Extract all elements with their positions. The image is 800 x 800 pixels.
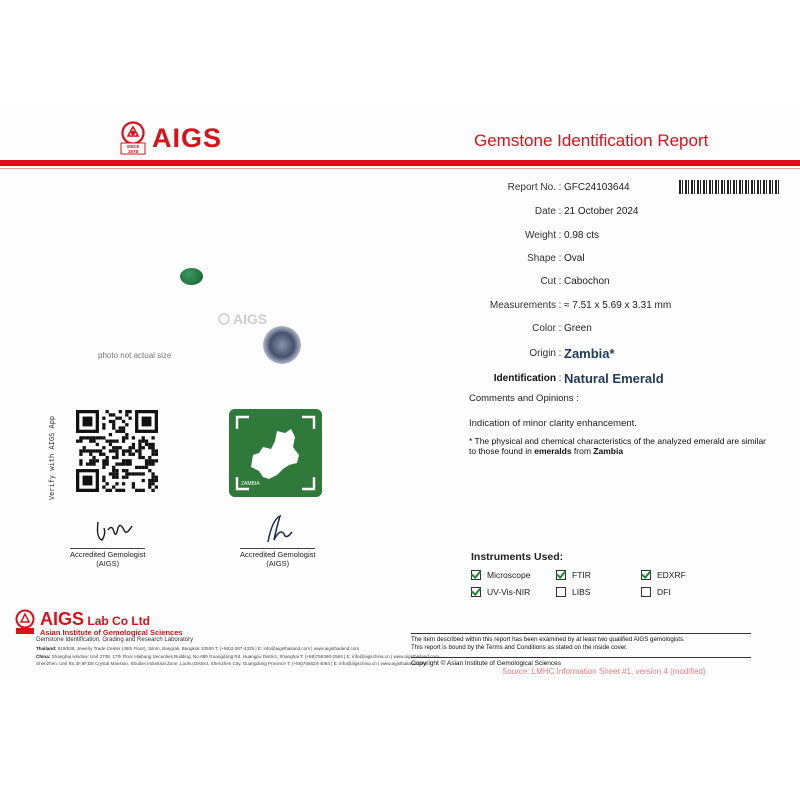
gemologist-1 (70, 548, 145, 568)
field-cut: Cut : Cabochon (440, 274, 780, 288)
field-label: Color (532, 322, 556, 334)
field-label: Measurements (489, 299, 556, 311)
address-country: China: (36, 654, 51, 659)
address-line (36, 646, 359, 651)
instrument-uv-vis-nir (471, 587, 530, 597)
gemologist-title: Accredited Gemologist (70, 550, 146, 559)
disclaimer (411, 633, 751, 652)
comments-title: Comments and Opinions : (469, 393, 579, 404)
field-value: Green (564, 322, 592, 334)
disclaimer-line-1: The item described within this report has been examined by at least two qualified AIGS gemologists. (411, 636, 685, 643)
aigs-logo (120, 121, 222, 155)
lab-name-text: Lab Co Ltd (87, 614, 151, 628)
zambia-map-card (229, 409, 322, 497)
instrument-microscope (471, 570, 530, 580)
lab-description: Gemstone Identification, Grading and Research Laboratory (36, 637, 194, 643)
photo-watermark (218, 311, 267, 327)
checkbox-icon (471, 587, 481, 597)
signature-2-icon (258, 510, 298, 550)
copyright: Copyright © Asian Institute of Gemological Sciences (411, 657, 751, 667)
hologram-sticker-icon (263, 326, 301, 364)
lab-subtitle: Asian Institute of Gemological Sciences (40, 628, 183, 637)
gemologist-org: (AIGS) (96, 559, 120, 568)
address-line (36, 654, 439, 659)
checkbox-icon (471, 570, 481, 580)
disclaimer-line-2: This report is bound by the Terms and Conditions as stated on the inside cover. (411, 644, 628, 651)
note-bold-emeralds: emeralds (534, 446, 572, 456)
report-title: Gemstone Identification Report (474, 131, 709, 150)
field-report-no: Report No. : GFC24103644 (440, 180, 780, 194)
instrument-label: UV-Vis-NIR (487, 587, 531, 597)
watermark-text: AIGS (233, 311, 268, 327)
field-value: GFC24103644 (564, 181, 630, 193)
checkbox-icon (641, 587, 651, 597)
instrument-dfi (641, 587, 671, 597)
instrument-label: LIBS (572, 587, 591, 597)
field-color: Color : Green (440, 321, 780, 335)
qr-code-icon[interactable] (76, 410, 158, 492)
field-value: Natural Emerald (564, 370, 664, 386)
lab-name (40, 609, 183, 630)
field-value: Zambia* (564, 345, 615, 361)
address-text: Shanghai window: Unit 2708, 17th Floor Haibang Securities Building, No.689 Guangdong Rd, Huangpu District, Shanghai T: (+86)756390-2564 | E: info@aigschina.cn | www.aigsthailand.com (51, 654, 439, 659)
aigs-seal-icon (120, 121, 146, 155)
comments-text: Indication of minor clarity enhancement. (469, 418, 637, 429)
checkbox-icon (556, 587, 566, 597)
lab-seal-icon (14, 609, 36, 635)
field-identification: Identification : Natural Emerald (440, 371, 780, 385)
header-thin-stripe (0, 168, 800, 169)
address-line (36, 661, 426, 666)
field-shape: Shape : Oval (440, 251, 780, 265)
address-text: Shenzhen: Unit 9S,4F,6F,D8 Crystal Mansion, Shuibei Industrial Zone, Luohu District, Shenzhen City, Guangdong Province T: (+86)755624-4094 | E: info@aigschina.cn | www.aigsthailand.com (36, 661, 427, 666)
address-country: Thailand: (36, 646, 57, 651)
gemstone-photo (180, 268, 203, 285)
field-measurements: Measurements : ≈ 7.51 x 5.69 x 3.31 mm (440, 298, 780, 312)
field-label: Report No. (507, 181, 556, 193)
field-label: Cut (540, 275, 556, 287)
note-prefix: * The physical and chemical characteristics of the analyzed emerald are similar to those found in (469, 436, 767, 456)
instrument-label: DFI (657, 587, 671, 597)
address-text: 919/539, Jewelry Trade Center (46th Floor), Silom, Bangrak, Bangkok 10500 T: (+66)2-267-4325 | E: info@aigsthailand.com | www.aigsthailand.com (57, 646, 360, 651)
field-label: Shape (527, 252, 556, 264)
field-date: Date : 21 October 2024 (440, 204, 780, 218)
checkbox-icon (641, 570, 651, 580)
instrument-libs (556, 587, 590, 597)
signature-1-icon (88, 510, 138, 550)
field-label: Origin (529, 347, 556, 359)
instrument-label: EDXRF (657, 570, 686, 580)
map-country-label: ZAMBIA (241, 481, 260, 487)
origin-note (469, 436, 769, 456)
note-middle: from (571, 446, 594, 456)
since-year: 1978 (127, 149, 139, 154)
watermark-seal-icon (218, 313, 230, 325)
instrument-label: FTIR (572, 570, 591, 580)
instrument-label: Microscope (487, 570, 531, 580)
field-weight: Weight : 0.98 cts (440, 228, 780, 242)
field-origin: Origin : Zambia* (440, 346, 780, 360)
photo-note: photo not actual size (98, 351, 172, 360)
field-value: 21 October 2024 (564, 205, 639, 217)
note-bold-zambia: Zambia (593, 446, 624, 456)
since-text: SINCE (126, 144, 140, 149)
gemologist-org: (AIGS) (266, 559, 290, 568)
lab-brand: AIGS (40, 609, 85, 629)
brand-name: AIGS (152, 122, 223, 153)
checkbox-icon (556, 570, 566, 580)
field-label: Identification (493, 372, 556, 384)
lab-logo (14, 609, 183, 637)
field-label: Date (534, 205, 556, 217)
instrument-ftir (556, 570, 591, 580)
header-red-stripe (0, 160, 800, 166)
source-note: Source: LMHC Information Sheet #1, version 4 (modified) (502, 667, 706, 676)
gemologist-2 (240, 548, 315, 568)
verify-label (48, 408, 66, 512)
field-value: ≈ 7.51 x 5.69 x 3.31 mm (564, 299, 672, 311)
verify-text: Verify with AIGS App (48, 415, 57, 501)
instrument-edxrf (641, 570, 686, 580)
field-value: Oval (564, 252, 585, 264)
field-value: 0.98 cts (564, 229, 600, 241)
field-label: Weight (525, 229, 556, 241)
gemologist-title: Accredited Gemologist (240, 550, 316, 559)
field-value: Cabochon (564, 275, 610, 287)
instruments-title: Instruments Used: (471, 551, 564, 563)
